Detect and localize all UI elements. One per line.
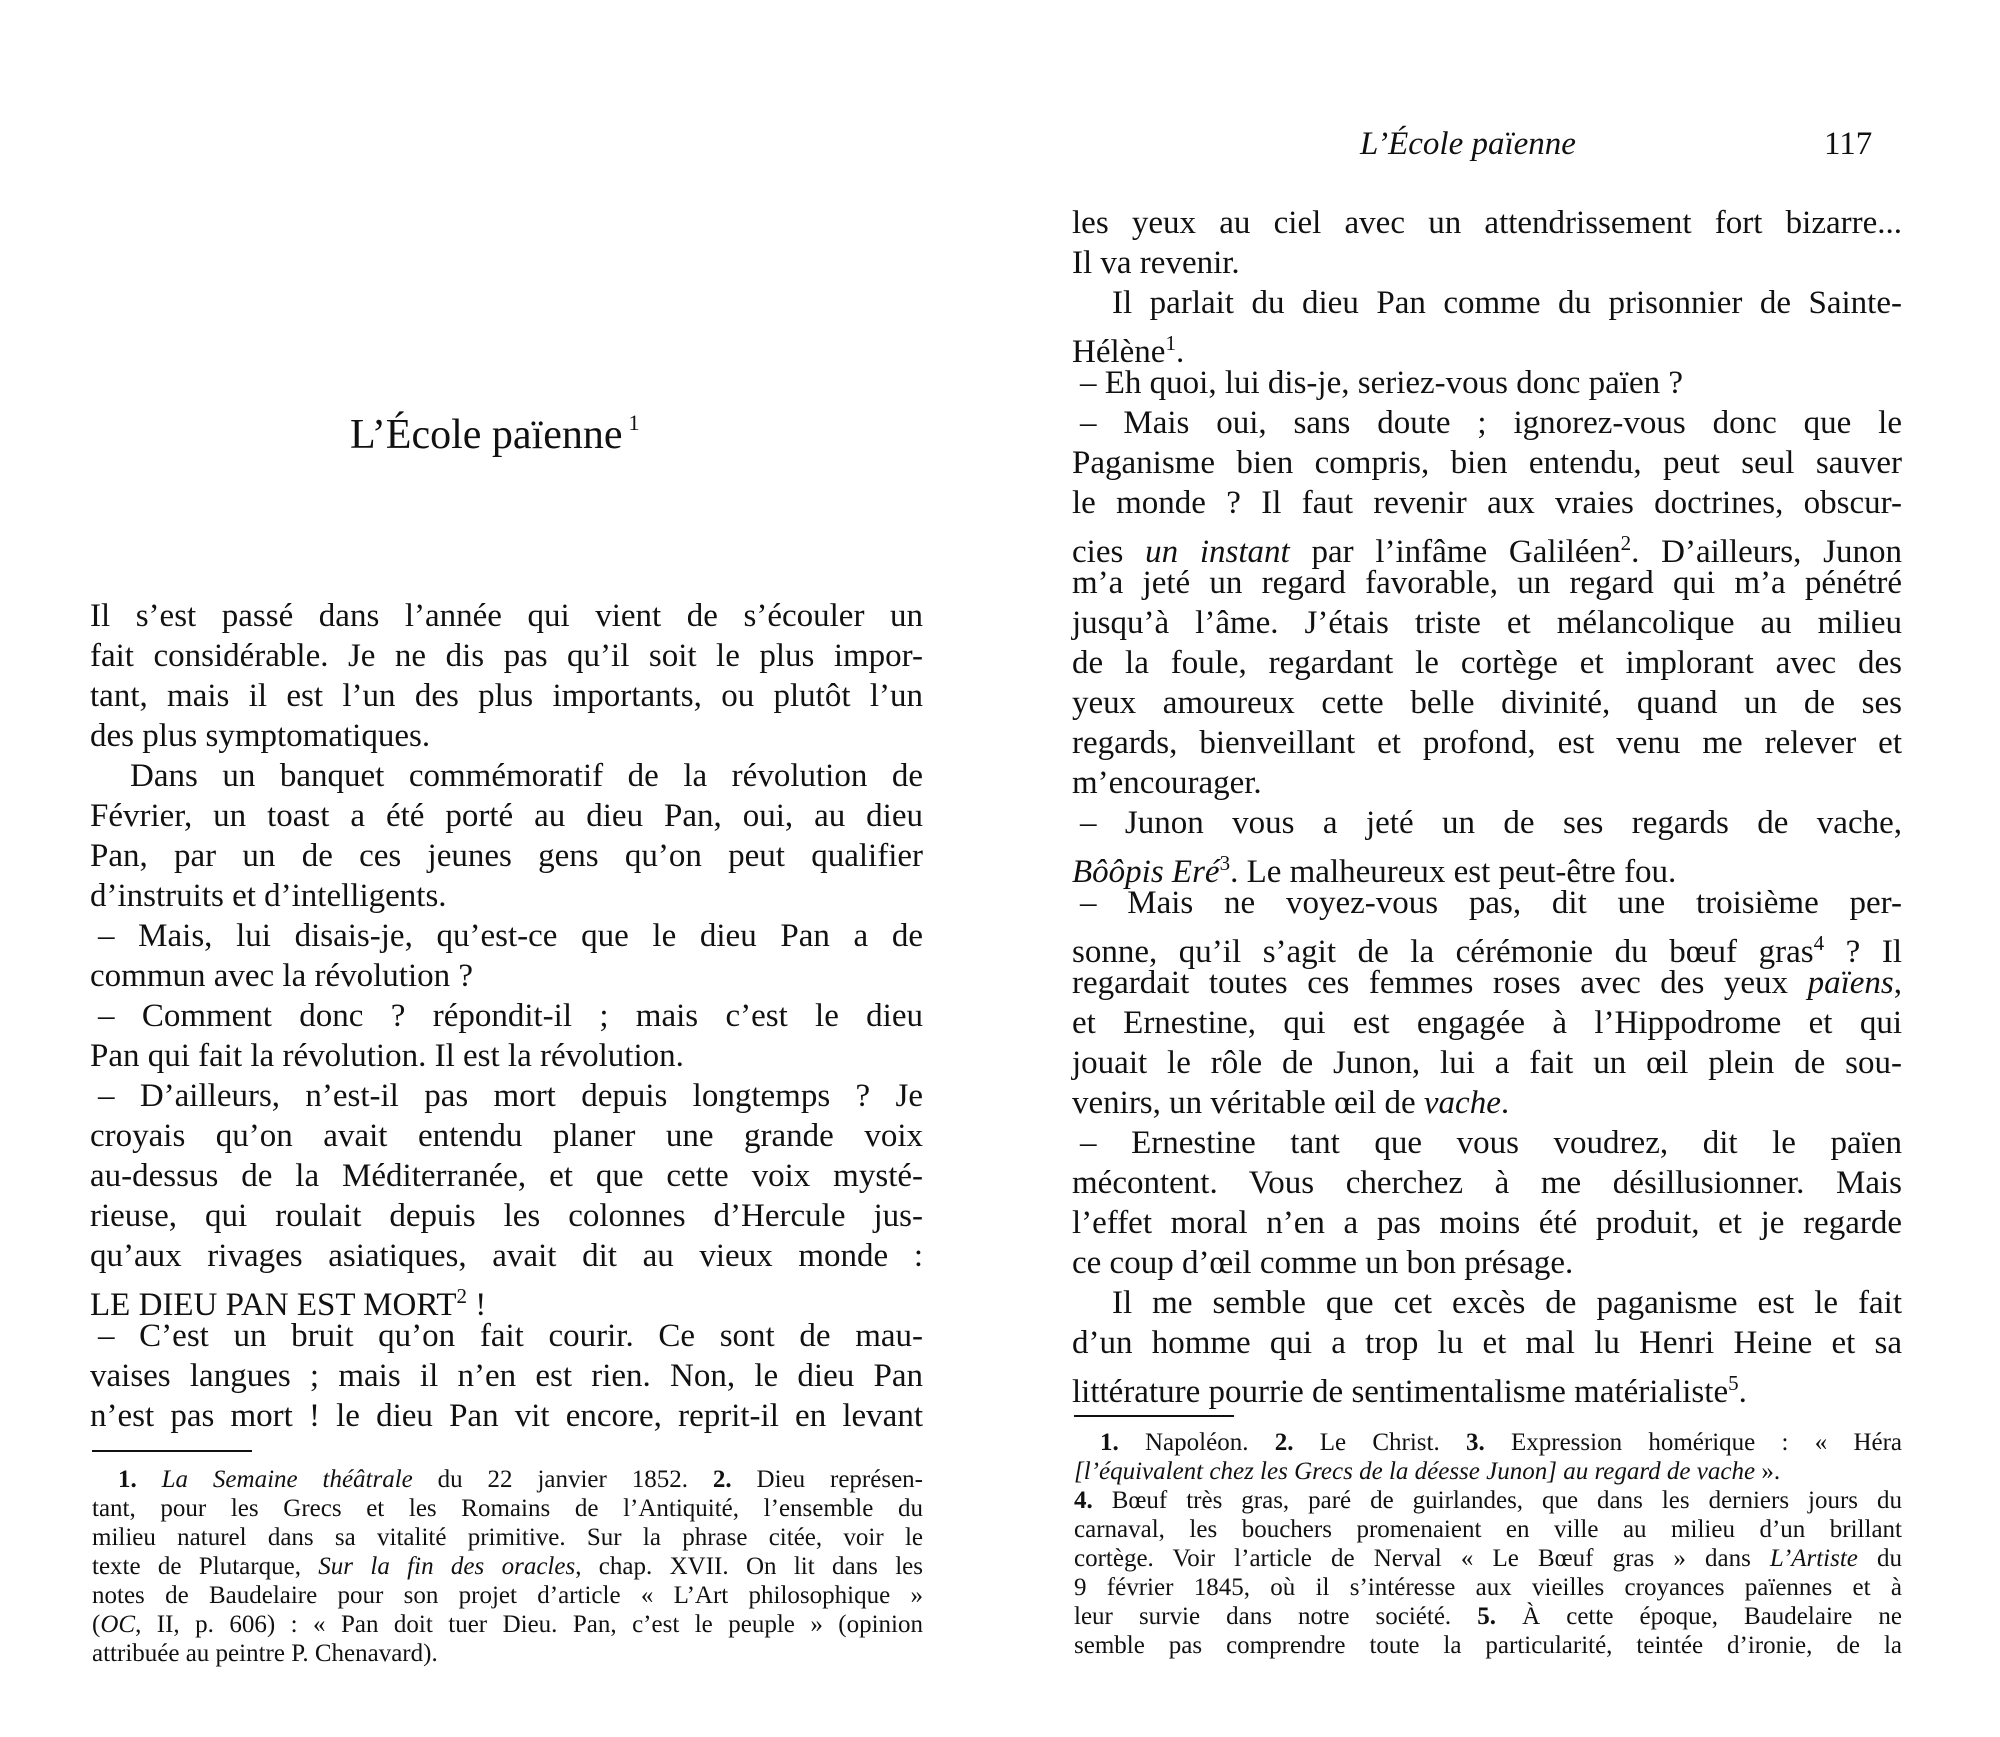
footnote-line xyxy=(1074,1544,1902,1573)
text-line: mécontent. Vous cherchez à me désillusionner. Mais xyxy=(1072,1165,1902,1201)
footnote-number: 1. xyxy=(118,1466,137,1493)
text-line: de la foule, regardant le cortège et implorant avec des xyxy=(1072,645,1902,681)
italic-abbrev: OC xyxy=(100,1611,136,1638)
text-line xyxy=(1072,1083,1509,1123)
text-line xyxy=(1072,1363,1747,1412)
footnote-ref: 1 xyxy=(1165,331,1176,355)
footnote-line: attribuée au peintre P. Chenavard). xyxy=(92,1640,438,1667)
text-span: , II, p. 606) : « Pan doit tuer Dieu. Pan, c’est le peuple » (opinion xyxy=(135,1611,923,1638)
text-line: Dans un banquet commémoratif de la révolution de xyxy=(130,758,923,794)
text-span: Napoléon. xyxy=(1118,1429,1249,1456)
text-line: d’un homme qui a trop lu et mal lu Henri Heine et sa xyxy=(1072,1325,1902,1361)
footnote-number: 3. xyxy=(1465,1429,1485,1456)
footnote-line xyxy=(1074,1602,1902,1631)
text-line: Février, un toast a été porté au dieu Pan, oui, au dieu xyxy=(90,798,923,834)
italic-title: L’Artiste xyxy=(1769,1545,1858,1572)
text-line: et Ernestine, qui est engagée à l’Hippodrome et qui xyxy=(1072,1005,1902,1041)
text-line: les yeux au ciel avec un attendrissement fort bizarre... xyxy=(1072,205,1902,241)
text-span: , chap. XVII. On lit dans les xyxy=(575,1553,923,1580)
text-span: . xyxy=(1738,1374,1747,1410)
footnote-ref: 1 xyxy=(628,410,640,435)
text-span: du xyxy=(1857,1545,1903,1572)
text-span: leur survie dans notre société. xyxy=(1074,1603,1452,1630)
text-line: n’est pas mort ! le dieu Pan vit encore, reprit-il en levant xyxy=(90,1398,923,1434)
footnote-rule xyxy=(92,1450,252,1452)
italic-word: païens xyxy=(1807,965,1894,1001)
footnote-line xyxy=(92,1552,923,1581)
text-line: des plus symptomatiques. xyxy=(90,718,431,754)
footnote-number: 1. xyxy=(1100,1429,1119,1456)
text-span: par l’infâme Galiléen xyxy=(1289,534,1621,570)
text-span: . xyxy=(1500,1085,1510,1121)
text-line: Il va revenir. xyxy=(1072,245,1240,281)
text-line xyxy=(1072,963,1902,1003)
text-span: venirs, un véritable œil de xyxy=(1072,1085,1424,1121)
text-line: Pan, par un de ces jeunes gens qu’on peut qualifier xyxy=(90,838,923,874)
text-line: qu’aux rivages asiatiques, avait dit au vieux monde : xyxy=(90,1238,923,1274)
text-span: ». xyxy=(1755,1458,1781,1485)
text-span: Bœuf très gras, paré de guirlandes, que dans les derniers jours du xyxy=(1092,1487,1902,1514)
text-span: texte de Plutarque, xyxy=(92,1553,319,1580)
chapter-title: L’École païenne $^1$ xyxy=(350,410,640,458)
footnote-line xyxy=(1074,1486,1902,1515)
text-span: , xyxy=(1893,965,1902,1001)
text-line: – Mais, lui disais-je, qu’est-ce que le dieu Pan a de xyxy=(98,918,923,954)
text-line: vaises langues ; mais il n’en est rien. Non, le dieu Pan xyxy=(90,1358,923,1394)
italic-word: vache xyxy=(1423,1085,1501,1121)
footnote-line: tant, pour les Grecs et les Romains de l’Antiquité, l’ensemble du xyxy=(92,1495,923,1522)
text-span: Le Christ. xyxy=(1293,1429,1440,1456)
text-line: m’encourager. xyxy=(1072,765,1262,801)
text-span: cortège. Voir l’article de Nerval « Le Bœuf gras » dans xyxy=(1074,1545,1770,1572)
text-span: ! xyxy=(467,1287,487,1323)
footnote-rule xyxy=(1074,1415,1234,1417)
text-line: rieuse, qui roulait depuis les colonnes d’Hercule jus- xyxy=(90,1198,923,1234)
text-span: ( xyxy=(92,1611,101,1638)
text-span: . D’ailleurs, Junon xyxy=(1631,534,1902,570)
footnote-number: 2. xyxy=(1274,1429,1294,1456)
text-span: cies xyxy=(1072,534,1146,570)
text-line: jouait le rôle de Junon, lui a fait un œil plein de sou- xyxy=(1072,1045,1902,1081)
text-line: jusqu’à l’âme. J’étais triste et mélancolique au milieu xyxy=(1072,605,1902,641)
text-line: – D’ailleurs, n’est-il pas mort depuis longtemps ? Je xyxy=(98,1078,923,1114)
text-line: l’effet moral n’en a pas moins été produit, et je regarde xyxy=(1072,1205,1902,1241)
text-span: ? Il xyxy=(1824,934,1902,970)
footnote-ref: 2 xyxy=(456,1284,468,1308)
text-line: – Junon vous a jeté un de ses regards de vache, xyxy=(1080,805,1902,841)
footnote-line xyxy=(1074,1457,1780,1486)
text-line: yeux amoureux cette belle divinité, quand un de ses xyxy=(1072,685,1902,721)
text-line: ce coup d’œil comme un bon présage. xyxy=(1072,1245,1574,1281)
text-line: croyais qu’on avait entendu planer une grande voix xyxy=(90,1118,923,1154)
text-span: . Le malheureux est peut-être fou. xyxy=(1230,854,1677,890)
footnote-ref: 4 xyxy=(1813,931,1825,955)
text-span: Dieu représen- xyxy=(731,1466,924,1493)
text-line: commun avec la révolution ? xyxy=(90,958,474,994)
text-line: – Ernestine tant que vous voudrez, dit le païen xyxy=(1080,1125,1902,1161)
text-line: – Comment donc ? répondit-il ; mais c’est le dieu xyxy=(98,998,923,1034)
footnote-number: 2. xyxy=(712,1466,732,1493)
footnote-line: notes de Baudelaire pour son projet d’article « L’Art philosophique » xyxy=(92,1582,923,1609)
footnote-line: 9 février 1845, où il s’intéresse aux vieilles croyances païennes et à xyxy=(1074,1574,1902,1601)
text-span: regardait toutes ces femmes roses avec des yeux xyxy=(1072,965,1808,1001)
running-title: L’École païenne xyxy=(1360,126,1576,162)
text-line: m’a jeté un regard favorable, un regard qui m’a pénétré xyxy=(1072,565,1902,601)
text-line: – Mais ne voyez-vous pas, dit une troisième per- xyxy=(1080,885,1902,921)
text-span: Expression homérique : « Héra xyxy=(1484,1429,1903,1456)
page-number: 117 xyxy=(1824,126,1873,162)
text-line: tant, mais il est l’un des plus importants, ou plutôt l’un xyxy=(90,678,923,714)
italic-phrase: un instant xyxy=(1145,534,1290,570)
footnote-line xyxy=(118,1465,923,1494)
text-line: Il parlait du dieu Pan comme du prisonnier de Sainte- xyxy=(1112,285,1902,321)
text-line: Paganisme bien compris, bien entendu, peut seul sauver xyxy=(1072,445,1902,481)
footnote-line: semble pas comprendre toute la particularité, teintée d’ironie, de la xyxy=(1074,1632,1902,1659)
text-line: d’instruits et d’intelligents. xyxy=(90,878,447,914)
footnote-number: 4. xyxy=(1074,1487,1093,1514)
footnote-ref: 3 xyxy=(1219,851,1231,875)
footnote-line: carnaval, les bouchers promenaient en ville au milieu d’un brillant xyxy=(1074,1516,1902,1543)
text-line: au-dessus de la Méditerranée, et que cette voix mysté- xyxy=(90,1158,923,1194)
text-line: Il me semble que cet excès de paganisme est le fait xyxy=(1112,1285,1902,1321)
right-page xyxy=(1000,0,2000,1737)
text-line: le monde ? Il faut revenir aux vraies doctrines, obscur- xyxy=(1072,485,1902,521)
text-line: – Eh quoi, lui dis-je, seriez-vous donc païen ? xyxy=(1080,365,1684,401)
text-line: Pan qui fait la révolution. Il est la révolution. xyxy=(90,1038,684,1074)
footnote-line xyxy=(1100,1428,1902,1457)
italic-title: Sur la fin des oracles xyxy=(318,1553,576,1580)
italic-phrase: Bôôpis Eré xyxy=(1072,854,1220,890)
footnote-ref: 2 xyxy=(1620,531,1632,555)
text-span: À cette époque, Baudelaire ne xyxy=(1496,1603,1902,1630)
italic-phrase: au regard de vache xyxy=(1556,1458,1756,1485)
footnote-ref: 5 xyxy=(1728,1371,1739,1395)
text-line: – Mais oui, sans doute ; ignorez-vous donc que le xyxy=(1080,405,1902,441)
italic-title: La Semaine théâtrale xyxy=(161,1466,413,1493)
text-line: Il s’est passé dans l’année qui vient de s’écouler un xyxy=(90,598,923,634)
text-span: Hélène xyxy=(1072,334,1166,370)
text-span: sonne, qu’il s’agit de la cérémonie du bœuf gras xyxy=(1072,934,1814,970)
text-span: littérature pourrie de sentimentalisme matérialiste xyxy=(1072,1374,1729,1410)
text-line: regards, bienveillant et profond, est venu me relever et xyxy=(1072,725,1902,761)
small-caps-phrase: LE DIEU PAN EST MORT xyxy=(90,1287,457,1323)
text-line: – C’est un bruit qu’on fait courir. Ce sont de mau- xyxy=(98,1318,923,1354)
footnote-line: milieu naturel dans sa vitalité primitive. Sur la phrase citée, voir le xyxy=(92,1524,923,1551)
text-line: fait considérable. Je ne dis pas qu’il soit le plus impor- xyxy=(90,638,923,674)
text-span: du 22 janvier 1852. xyxy=(412,1466,688,1493)
italic-phrase: [l’équivalent chez les Grecs de la déesse Junon] xyxy=(1074,1458,1557,1485)
footnote-number: 5. xyxy=(1477,1603,1497,1630)
text-span: . xyxy=(1175,334,1185,370)
footnote-line xyxy=(92,1610,923,1639)
